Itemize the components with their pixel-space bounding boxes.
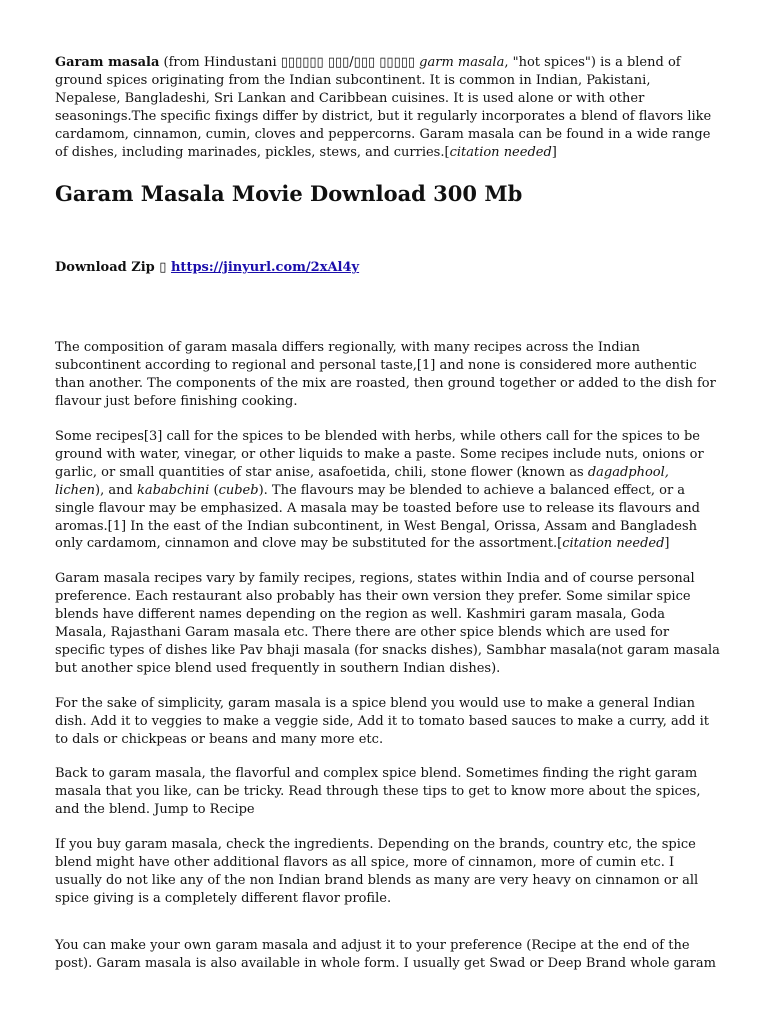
paragraph-recipes-italic-1: dagadphool, lichen [55,464,669,498]
paragraph-back-to-masala: Back to garam masala, the flavorful and complex spice blend. Sometimes finding the right garam masala that you like, can be tricky. Read through these tips to get to know more about the spices, and the blend. Jump to Recipe [55,766,701,818]
paragraph-recipes-citation: citation needed [562,536,665,552]
page-title: Garam Masala Movie Download 300 Mb [55,181,523,207]
paragraph-composition: The composition of garam masala differs regionally, with many recipes across the Indian subcontinent according to regional and personal taste,[1] and none is considered more authentic than another. The components of the mix are roasted, then ground together or added to the dish for flavour just before finishing cooking. [55,340,716,410]
paragraph-buying-tips: If you buy garam masala, check the ingredients. Depending on the brands, country etc, the spice blend might have other additional flavors as all spice, more of cinnamon, more of cumin etc. I usually do not like any of the non Indian brand blends as many are very heavy on cinnamon or all spice giving is a completely different flavor profile. [55,837,699,906]
paragraph-recipes-text-b: ), and [95,482,137,498]
paragraph-recipes-text-a: Some recipes[3] call for the spices to be blended with herbs, while others call for the spices to be ground with water, vinegar, or other liquids to make a paste. Some recipes include nuts, onions or garlic, or small quantities of star anise, asafoetida, chili, stone flower (known as [55,428,704,480]
intro-citation: citation needed [449,144,552,160]
paragraph-variations: Garam masala recipes vary by family recipes, regions, states within India and of course personal preference. Each restaurant also probably has their own version they prefer. Some similar spice blends have different names depending on the region as well. Kashmiri garam masala, Goda Masala, Rajasthani Garam masala etc. There there are other spice blends which are used for specific types of dishes like Pav bhaji masala (for snacks dishes), Sambhar masala(not garam masala but another spice blend used frequently in southern Indian dishes). [55,571,720,676]
paragraph-recipes [55,428,720,553]
intro-native-script: ▯▯▯▯▯▯ ▯▯▯/▯▯▯ ▯▯▯▯▯ [280,55,416,70]
paragraph-recipes-italic-3: cubeb [218,482,259,498]
article-body [55,54,720,990]
paragraph-recipes-text-d: ). The flavours may be blended to achieve a balanced effect, or a single flavour may be emphasized. A masala may be toasted before use to release its flavours and aromas.[1] In the east of the Indian subcontinent, in West Bengal, Orissa, Assam and Bangladesh only cardamom, cinnamon and clove may be substituted for the assortment.[ [55,482,700,552]
intro-text-2: , "hot spices") is a blend of ground spices originating from the Indian subcontinent. It is common in Indian, Pakistani, Nepalese, Bangladeshi, Sri Lankan and Caribbean cuisines. It is used alone or with other seasonings.The specific fixings differ by district, but it regularly incorporates a blend of flavors like cardamom, cinnamon, cumin, cloves and peppercorns. Garam masala can be found in a wide range of dishes, including marinades, pickles, stews, and curries.[ [55,55,712,160]
intro-text-3: ] [551,144,557,160]
download-line [55,259,720,277]
paragraph-simplicity: For the sake of simplicity, garam masala is a spice blend you would use to make a general Indian dish. Add it to veggies to make a veggie side, Add it to tomato based sauces to make a curry, add it to dals or chickpeas or beans and many more etc. [55,695,709,747]
intro-term: Garam masala [55,55,160,70]
intro-paragraph [55,54,720,161]
paragraph-recipes-italic-2: kababchini [136,482,210,498]
arrow-icon: ▯ [159,260,167,276]
intro-transliteration: garm masala [419,55,505,70]
paragraph-make-your-own: You can make your own garam masala and adjust it to your preference (Recipe at the end of the post). Garam masala is also available in whole form. I usually get Swad or Deep Brand whole garam [55,937,716,971]
intro-text-1: (from Hindustani [159,55,281,70]
paragraph-recipes-text-e: ] [664,536,670,552]
paragraph-recipes-text-c: ( [209,482,219,498]
download-link[interactable]: https://jinyurl.com/2xAl4y [170,260,360,276]
download-label: Download Zip [55,260,155,276]
